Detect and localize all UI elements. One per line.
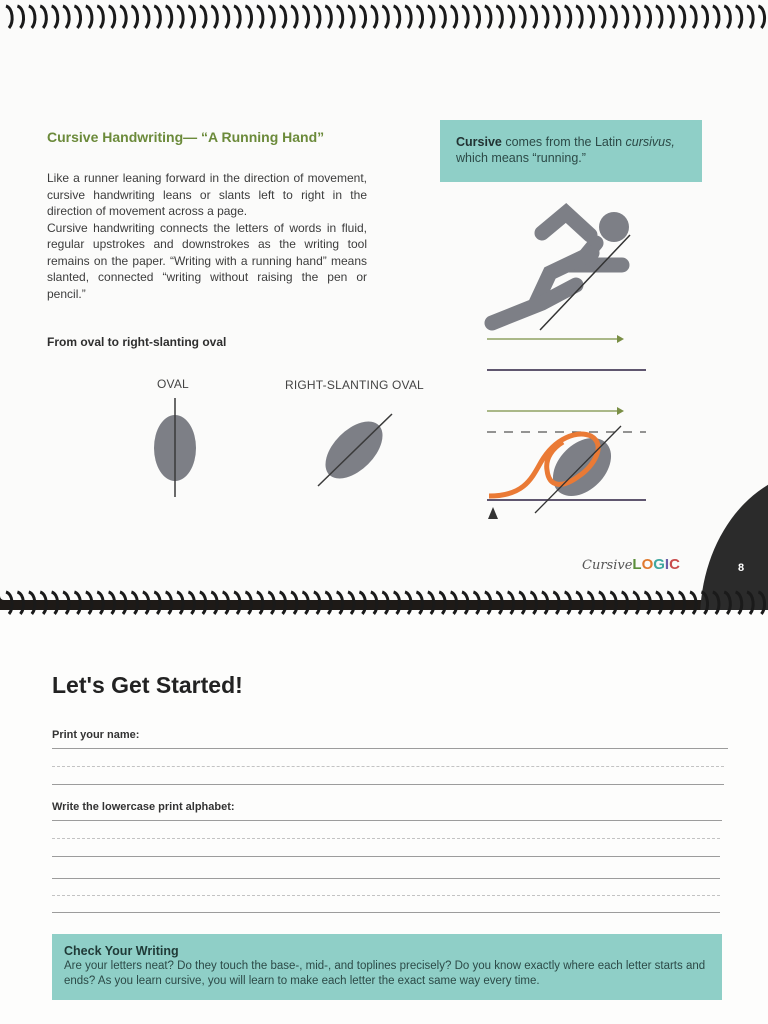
spiral-coil (97, 592, 103, 614)
spiral-coil (348, 6, 354, 28)
spiral-coil (234, 6, 240, 28)
spiral-coil (599, 592, 605, 614)
spiral-coil (188, 6, 194, 28)
spiral-coil (519, 6, 525, 28)
spiral-coil (382, 592, 388, 614)
spiral-coil (143, 6, 149, 28)
spiral-coil (371, 6, 377, 28)
alphabet-line-top (52, 820, 722, 821)
spiral-coil (109, 6, 115, 28)
slant-oval-axis (318, 414, 392, 486)
spiral-coil (416, 592, 422, 614)
spiral-coil (302, 6, 308, 28)
spiral-coil (610, 6, 616, 28)
spiral-coil (74, 592, 80, 614)
spiral-coil (599, 6, 605, 28)
spiral-coil (439, 592, 445, 614)
spiral-coil (485, 6, 491, 28)
spiral-coil (6, 6, 12, 28)
spiral-coil (405, 592, 411, 614)
spiral-coil (496, 592, 502, 614)
spiral-coil (758, 6, 764, 28)
callout-text: comes from the Latin (501, 135, 626, 149)
spiral-coil (428, 592, 434, 614)
spiral-coil (439, 6, 445, 28)
spiral-coil (280, 6, 286, 28)
spiral-coil (519, 592, 525, 614)
spiral-coil (462, 6, 468, 28)
spiral-coil (405, 6, 411, 28)
oval-diagram (145, 395, 205, 500)
intro-text (47, 170, 367, 302)
spiral-coil (211, 592, 217, 614)
spiral-coil (291, 592, 297, 614)
alphabet-label: Write the lowercase print alphabet: (52, 801, 235, 813)
spiral-coil (724, 592, 730, 614)
spiral-coil (644, 6, 650, 28)
spiral-coil (257, 6, 263, 28)
spiral-coil (6, 592, 12, 614)
oval-label: OVAL (157, 377, 189, 391)
spiral-coil (40, 6, 46, 28)
spiral-coil (747, 592, 753, 614)
spiral-coil (348, 592, 354, 614)
spiral-coil (131, 592, 137, 614)
spiral-coil (633, 592, 639, 614)
alphabet-line-mid-2 (52, 895, 720, 896)
spiral-coil (565, 6, 571, 28)
spiral-coil (245, 592, 251, 614)
spiral-coil (508, 592, 514, 614)
alphabet-line-mid (52, 838, 720, 839)
spiral-coil (143, 592, 149, 614)
callout-text-2: which means “running.” (456, 151, 586, 165)
spiral-coil (656, 6, 662, 28)
spiral-coil (120, 6, 126, 28)
oval-subheading: From oval to right-slanting oval (47, 335, 227, 349)
spiral-coil (428, 6, 434, 28)
spiral-coil (724, 6, 730, 28)
alphabet-line-top-2 (52, 878, 720, 879)
spiral-coil (553, 592, 559, 614)
spiral-coil (131, 6, 137, 28)
spiral-coil (97, 6, 103, 28)
check-title: Check Your Writing (64, 944, 179, 958)
alphabet-line-base-2[interactable] (52, 912, 720, 913)
spiral-coil (325, 592, 331, 614)
spiral-coil (371, 592, 377, 614)
spiral-coil (154, 592, 160, 614)
spiral-coil (508, 6, 514, 28)
callout-italic: cursivus, (625, 135, 675, 149)
alphabet-line-base[interactable] (52, 856, 720, 857)
name-label: Print your name: (52, 729, 140, 741)
spiral-coil (177, 592, 183, 614)
spiral-coil (576, 6, 582, 28)
spiral-coil (736, 592, 742, 614)
spiral-coil (394, 592, 400, 614)
spiral-coil (200, 592, 206, 614)
spiral-coil (154, 6, 160, 28)
slant-guide-diagram (483, 330, 653, 525)
spiral-coil (188, 592, 194, 614)
name-line-base[interactable] (52, 784, 724, 785)
spiral-coil (257, 592, 263, 614)
spiral-coil (29, 592, 35, 614)
spiral-coil (542, 592, 548, 614)
spiral-coil (166, 6, 172, 28)
spiral-coil (29, 6, 35, 28)
spiral-coil (223, 6, 229, 28)
slant-oval-diagram (310, 410, 400, 490)
spiral-coil (747, 6, 753, 28)
spiral-coil (63, 592, 69, 614)
spiral-coil (359, 6, 365, 28)
spiral-coil (576, 592, 582, 614)
brand-logo: CursiveLOGIC (582, 556, 680, 573)
check-body: Are your letters neat? Do they touch the base-, mid-, and toplines precisely? Do you know exactly where each letter starts and ends? As you learn cursive, you will learn to make each letter the exact same way every time. (64, 960, 706, 987)
page-number: 8 (738, 562, 745, 574)
spiral-coil (177, 6, 183, 28)
spiral-coil (542, 6, 548, 28)
spiral-coil (234, 592, 240, 614)
spiral-coil (679, 6, 685, 28)
callout-bold: Cursive (456, 135, 502, 149)
runner-icon (480, 195, 650, 340)
spiral-coil (530, 592, 536, 614)
spiral-coil (17, 6, 23, 28)
spiral-coil (120, 592, 126, 614)
spiral-coil (667, 6, 673, 28)
spiral-coil (359, 592, 365, 614)
spiral-coil (451, 6, 457, 28)
spiral-coil (268, 6, 274, 28)
spiral-coil (565, 592, 571, 614)
spiral-coil (314, 6, 320, 28)
spiral-coil (211, 6, 217, 28)
spiral-coil (109, 592, 115, 614)
paragraph-2: Cursive handwriting connects the letters of words in fluid, regular upstrokes and downstrokes as the writing tool remains on the paper. “Writing with a running hand” means slanted, connected “writing without raising the pen or pencil.” (47, 220, 367, 301)
spiral-binding-top (0, 2, 768, 32)
spiral-coil (337, 592, 343, 614)
spiral-coil (451, 592, 457, 614)
cursive-definition-callout (440, 120, 702, 182)
spiral-coil (485, 592, 491, 614)
spiral-coil (496, 6, 502, 28)
spiral-coil (587, 6, 593, 28)
spiral-binding-middle (0, 588, 768, 618)
spiral-coil (337, 6, 343, 28)
spiral-coil (291, 6, 297, 28)
spiral-coil (40, 592, 46, 614)
spiral-coil (63, 6, 69, 28)
spiral-coil (644, 592, 650, 614)
section-heading: Cursive Handwriting— “A Running Hand” (47, 129, 325, 145)
spiral-coil (473, 6, 479, 28)
spiral-coil (200, 6, 206, 28)
name-line-mid (52, 766, 724, 767)
spiral-coil (314, 592, 320, 614)
spiral-coil (679, 592, 685, 614)
spiral-coil (86, 6, 92, 28)
spiral-coil (382, 6, 388, 28)
spiral-coil (86, 592, 92, 614)
spiral-coil (701, 592, 707, 614)
arrow-icon (617, 335, 624, 343)
spiral-coil (473, 592, 479, 614)
spiral-coil (166, 592, 172, 614)
slant-oval-label: RIGHT-SLANTING OVAL (285, 378, 424, 392)
start-arrow-icon (488, 507, 498, 519)
spiral-coil (302, 592, 308, 614)
spiral-coil (74, 6, 80, 28)
spiral-coil (394, 6, 400, 28)
name-line-top (52, 748, 728, 749)
spiral-coil (52, 6, 58, 28)
spiral-coil (52, 592, 58, 614)
spiral-coil (280, 592, 286, 614)
spiral-coil (17, 592, 23, 614)
spiral-coil (690, 6, 696, 28)
spiral-coil (622, 592, 628, 614)
spiral-coil (633, 6, 639, 28)
spiral-coil (416, 6, 422, 28)
spiral-coil (736, 6, 742, 28)
check-writing-callout (52, 934, 722, 1000)
spiral-coil (610, 592, 616, 614)
spiral-coil (223, 592, 229, 614)
spiral-coil (268, 592, 274, 614)
spiral-coil (587, 592, 593, 614)
spiral-coil (713, 592, 719, 614)
spiral-coil (656, 592, 662, 614)
spiral-coil (667, 592, 673, 614)
spiral-coil (462, 592, 468, 614)
page-title: Let's Get Started! (52, 672, 243, 698)
spiral-coil (553, 6, 559, 28)
spiral-coil (690, 592, 696, 614)
spiral-coil (622, 6, 628, 28)
arrow-icon (617, 407, 624, 415)
spiral-coil (245, 6, 251, 28)
spiral-coil (325, 6, 331, 28)
spiral-coil (713, 6, 719, 28)
spiral-coil (530, 6, 536, 28)
spiral-coil (701, 6, 707, 28)
spiral-coil (758, 592, 764, 614)
paragraph-1: Like a runner leaning forward in the direction of movement, cursive handwriting leans or slants left to right in the direction of movement across a page. (47, 171, 367, 218)
